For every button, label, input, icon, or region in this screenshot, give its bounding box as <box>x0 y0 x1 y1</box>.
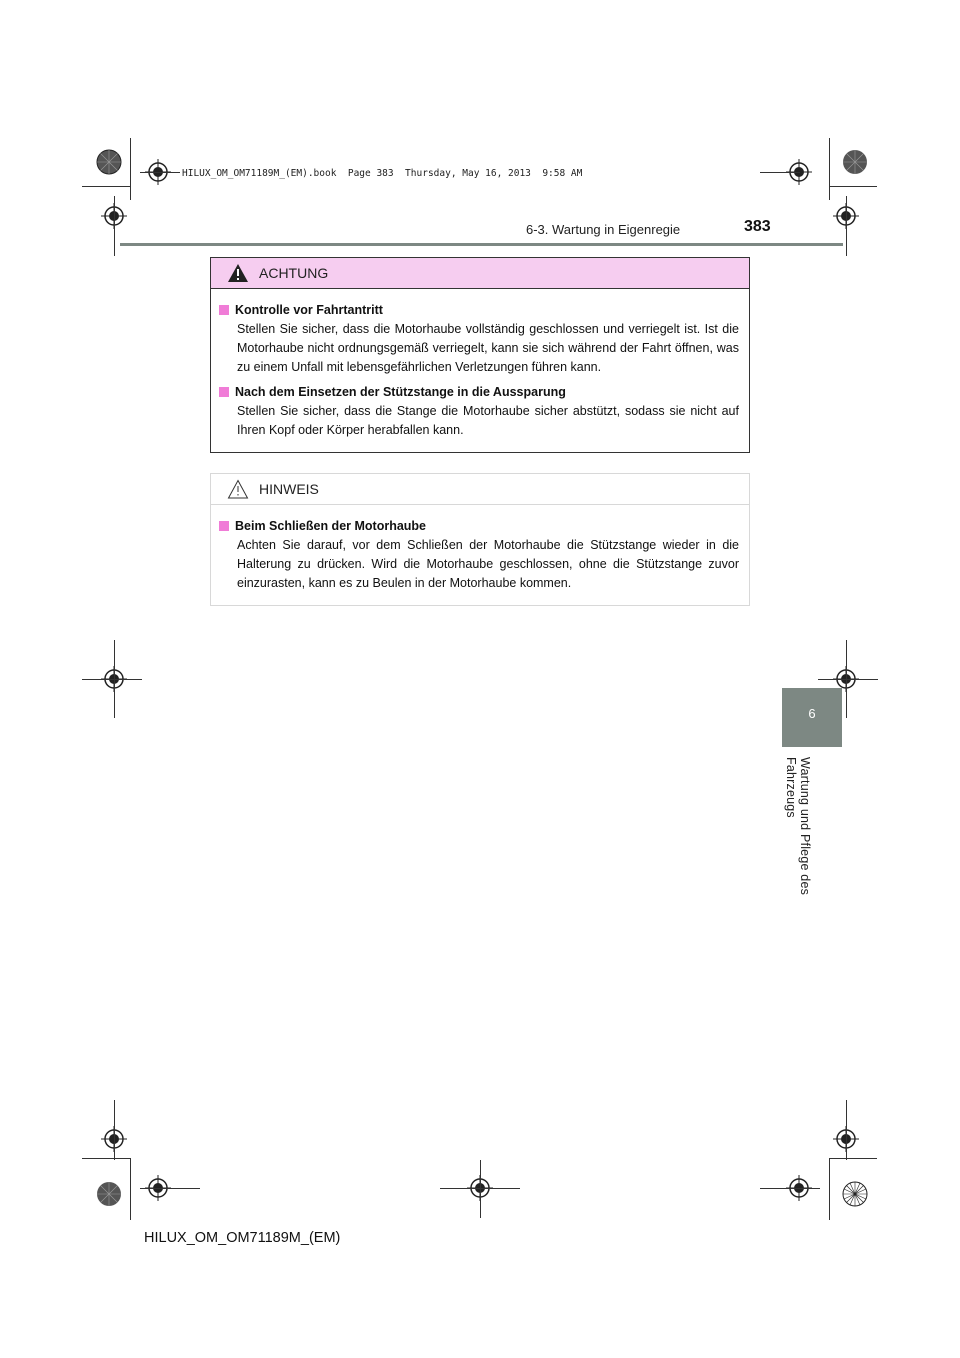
notice-label: HINWEIS <box>259 481 319 497</box>
print-wheel-icon <box>96 1181 122 1207</box>
book-file-line: HILUX_OM_OM71189M_(EM).book Page 383 Thursday, May 16, 2013 9:58 AM <box>182 168 583 179</box>
warning-box <box>210 257 750 453</box>
footer-document-code: HILUX_OM_OM71189M_(EM) <box>144 1230 341 1246</box>
notice-box-header <box>211 474 749 505</box>
warning-label: ACHTUNG <box>259 265 329 281</box>
notice-item-heading: Beim Schließen der Motorhaube <box>219 519 739 533</box>
page-number: 383 <box>744 218 771 235</box>
notice-item-text: Achten Sie darauf, vor dem Schließen der Motorhaube die Stützstange wieder in die Halterung zu drücken. Wird die Motorhaube geschlossen, ohne die Stützstange zuvor einzurasten, kann es zu Beulen in der Motorhaube kommen. <box>237 538 739 590</box>
warning-item-text: Stellen Sie sicher, dass die Motorhaube vollständig geschlossen und verriegelt ist. Ist die Motorhaube nicht ordnungsgemäß verriegelt, kann sie sich während der Fahrt öffnen, was zu einem Unfall mit lebensgefährlichen Verletzungen führen kann. <box>237 322 739 374</box>
chapter-tab <box>782 688 842 747</box>
notice-triangle-icon <box>227 479 249 499</box>
print-wheel-icon <box>96 149 122 175</box>
warning-item-heading: Nach dem Einsetzen der Stützstange in die Aussparung <box>219 385 739 399</box>
header-rule <box>120 243 843 246</box>
chapter-number: 6 <box>808 706 816 721</box>
warning-item-text: Stellen Sie sicher, dass die Stange die Motorhaube sicher abstützt, sodass sie nicht auf Ihren Kopf oder Körper herabfallen kann. <box>237 404 739 437</box>
print-wheel-icon <box>842 149 868 175</box>
print-wheel-icon <box>842 1181 868 1207</box>
square-bullet-icon <box>219 305 229 315</box>
notice-box <box>210 473 750 606</box>
square-bullet-icon <box>219 521 229 531</box>
warning-item-heading: Kontrolle vor Fahrtantritt <box>219 303 739 317</box>
section-title: 6-3. Wartung in Eigenregie <box>526 222 681 237</box>
square-bullet-icon <box>219 387 229 397</box>
warning-triangle-icon <box>227 263 249 283</box>
chapter-title: Wartung und Pflege des Fahrzeugs <box>784 757 812 896</box>
warning-box-header <box>211 258 749 289</box>
